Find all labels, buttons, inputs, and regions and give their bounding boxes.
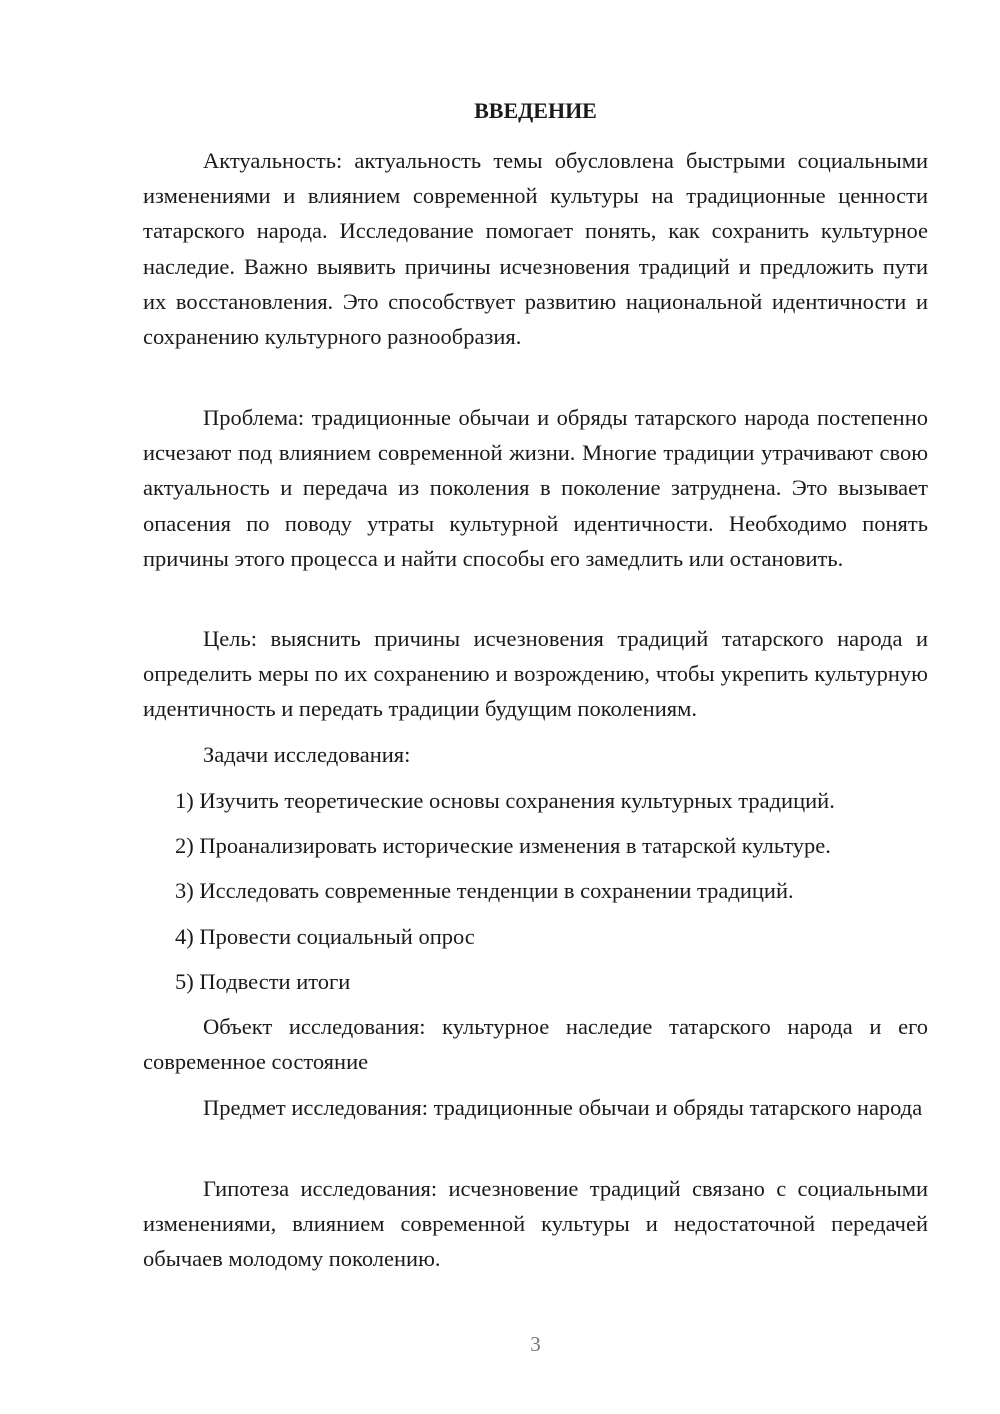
paragraph-object: Объект исследования: культурное наследие татарского народа и его современное состояние [143, 1014, 928, 1075]
task-item-3: 3) Исследовать современные тенденции в сохранении традиций. [175, 878, 794, 903]
document-page [143, 0, 928, 1414]
page-title: ВВЕДЕНИЕ [474, 98, 597, 123]
paragraph-relevance: Актуальность: актуальность темы обусловлена быстрыми социальными изменениями и влиянием современной культуры на традиционные ценности татарского народа. Исследование помогает понять, как сохранить культурное наследие. Важно выявить причины исчезновения традиций и предложить пути их восстановления. Это способствует развитию национальной идентичности и сохранению культурного разнообразия. [143, 148, 928, 350]
paragraph-hypothesis: Гипотеза исследования: исчезновение традиций связано с социальными изменениями, влиянием современной культуры и недостаточной передачей обычаев молодому поколению. [143, 1176, 928, 1272]
task-item-2: 2) Проанализировать исторические изменения в татарской культуре. [175, 833, 831, 858]
paragraph-goal: Цель: выяснить причины исчезновения традиций татарского народа и определить меры по их сохранению и возрождению, чтобы укрепить культурную идентичность и передать традиции будущим поколениям. [143, 626, 928, 722]
task-item-4: 4) Провести социальный опрос [175, 924, 475, 949]
task-item-1: 1) Изучить теоретические основы сохранения культурных традиций. [175, 788, 835, 813]
task-item-5: 5) Подвести итоги [175, 969, 351, 994]
paragraph-subject: Предмет исследования: традиционные обычаи и обряды татарского народа [203, 1095, 923, 1120]
tasks-heading: Задачи исследования: [203, 742, 411, 767]
page-number: 3 [530, 1332, 541, 1356]
paragraph-problem: Проблема: традиционные обычаи и обряды татарского народа постепенно исчезают под влиянием современной жизни. Многие традиции утрачивают свою актуальность и передача из поколения в поколение затруднена. Это вызывает опасения по поводу утраты культурной идентичности. Необходимо понять причины этого процесса и найти способы его замедлить или остановить. [143, 405, 928, 571]
